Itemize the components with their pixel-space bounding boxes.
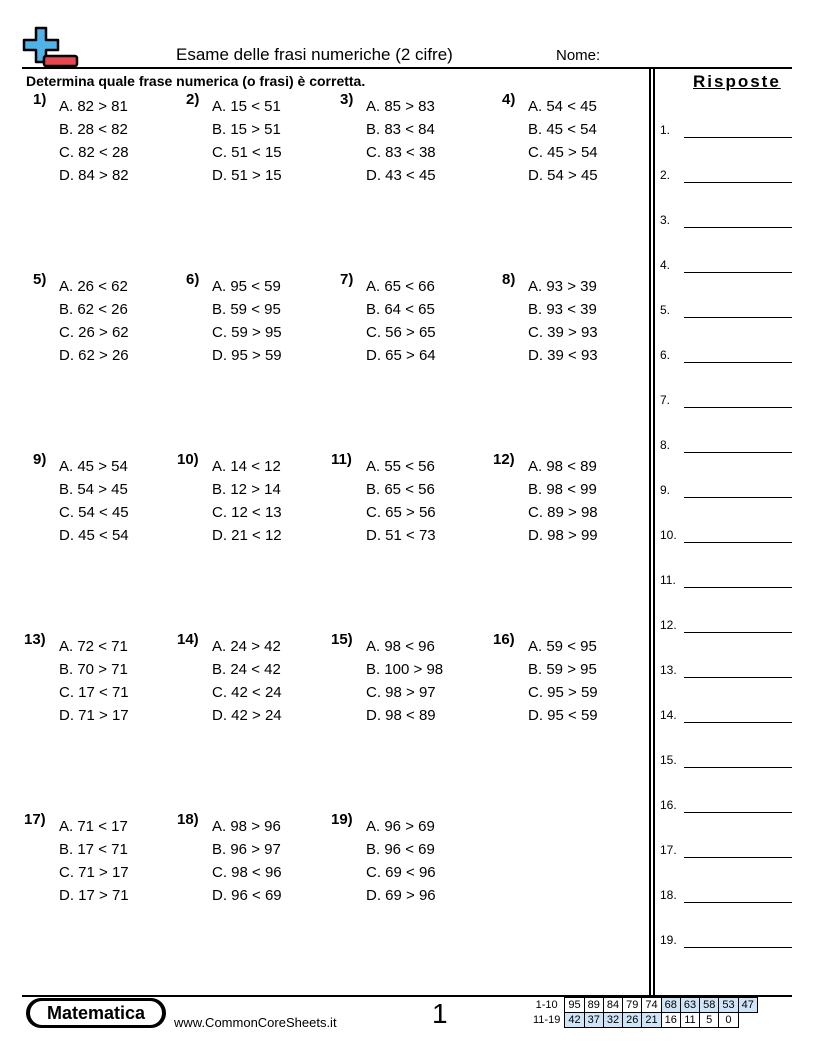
problem-option: C. 56 > 65 <box>366 324 436 341</box>
score-cell: 5 <box>700 1013 719 1028</box>
problem-option: B. 59 > 95 <box>528 661 597 678</box>
problem-option: A. 59 < 95 <box>528 638 597 655</box>
answer-blank[interactable] <box>684 857 792 858</box>
score-cell: 89 <box>584 998 603 1013</box>
answer-label: 2. <box>660 168 671 182</box>
problem-number: 11) <box>331 451 352 468</box>
header-divider <box>22 67 792 69</box>
problem-number: 2) <box>186 91 200 108</box>
answer-label: 18. <box>660 888 677 902</box>
problem-number: 14) <box>177 631 199 648</box>
problem-option: D. 17 > 71 <box>59 887 129 904</box>
answer-blank[interactable] <box>684 182 792 183</box>
problem-option: B. 62 < 26 <box>59 301 128 318</box>
problem-option: A. 65 < 66 <box>366 278 435 295</box>
score-cell: 42 <box>565 1013 584 1028</box>
problem-number: 18) <box>177 811 199 828</box>
score-cell: 37 <box>584 1013 603 1028</box>
answer-blank[interactable] <box>684 497 792 498</box>
problem-option: C. 26 > 62 <box>59 324 129 341</box>
problem-option: A. 55 < 56 <box>366 458 435 475</box>
problem-option: A. 71 < 17 <box>59 818 128 835</box>
problem-option: A. 45 > 54 <box>59 458 128 475</box>
answer-label: 14. <box>660 708 677 722</box>
answer-label: 12. <box>660 618 677 632</box>
score-cell: 47 <box>738 998 757 1013</box>
problem-number: 1) <box>33 91 47 108</box>
answer-blank[interactable] <box>684 542 792 543</box>
problem-option: D. 96 < 69 <box>212 887 282 904</box>
score-cell: 63 <box>680 998 699 1013</box>
score-cell: 68 <box>661 998 680 1013</box>
answer-label: 4. <box>660 258 671 272</box>
problem-option: C. 83 < 38 <box>366 144 436 161</box>
name-label: Nome: <box>556 47 601 64</box>
problem-option: D. 69 > 96 <box>366 887 436 904</box>
problem-option: B. 100 > 98 <box>366 661 444 678</box>
problem-option: C. 59 > 95 <box>212 324 282 341</box>
answer-column-divider <box>653 68 655 998</box>
problem-option: B. 24 < 42 <box>212 661 281 678</box>
problem-option: A. 93 > 39 <box>528 278 597 295</box>
problem-option: D. 42 > 24 <box>212 707 282 724</box>
problem-number: 4) <box>502 91 516 108</box>
answer-blank[interactable] <box>684 317 792 318</box>
problem-number: 13) <box>24 631 46 648</box>
problem-number: 16) <box>493 631 515 648</box>
problem-option: C. 89 > 98 <box>528 504 598 521</box>
answer-label: 17. <box>660 843 677 857</box>
problem-option: B. 98 < 99 <box>528 481 597 498</box>
problem-option: A. 98 < 96 <box>366 638 435 655</box>
score-cell: 53 <box>719 998 738 1013</box>
problem-option: C. 51 < 15 <box>212 144 282 161</box>
answer-blank[interactable] <box>684 362 792 363</box>
answer-blank[interactable] <box>684 902 792 903</box>
answer-blank[interactable] <box>684 587 792 588</box>
problem-option: A. 14 < 12 <box>212 458 281 475</box>
answer-blank[interactable] <box>684 137 792 138</box>
problem-option: A. 15 < 51 <box>212 98 281 115</box>
answer-blank[interactable] <box>684 767 792 768</box>
problem-option: B. 83 < 84 <box>366 121 435 138</box>
score-cell: 21 <box>642 1013 661 1028</box>
problem-option: D. 43 < 45 <box>366 167 436 184</box>
answer-label: 13. <box>660 663 677 677</box>
problem-option: D. 84 > 82 <box>59 167 129 184</box>
problem-option: A. 85 > 83 <box>366 98 435 115</box>
answer-blank[interactable] <box>684 947 792 948</box>
score-cell: 79 <box>623 998 642 1013</box>
answer-blank[interactable] <box>684 632 792 633</box>
problem-option: C. 17 < 71 <box>59 684 129 701</box>
problem-option: D. 98 < 89 <box>366 707 436 724</box>
problem-option: D. 95 < 59 <box>528 707 598 724</box>
score-cell: 58 <box>700 998 719 1013</box>
score-row-label: 1-10 <box>535 999 558 1011</box>
score-cell: 84 <box>603 998 622 1013</box>
problem-number: 17) <box>24 811 46 828</box>
answer-blank[interactable] <box>684 272 792 273</box>
problem-number: 5) <box>33 271 47 288</box>
score-cell: 74 <box>642 998 661 1013</box>
problem-option: D. 98 > 99 <box>528 527 598 544</box>
brand-badge <box>26 998 166 1028</box>
score-cell: 11 <box>680 1013 699 1028</box>
problem-option: D. 62 > 26 <box>59 347 129 364</box>
problem-option: B. 65 < 56 <box>366 481 435 498</box>
problem-option: A. 24 > 42 <box>212 638 281 655</box>
answer-blank[interactable] <box>684 812 792 813</box>
problem-option: C. 98 > 97 <box>366 684 436 701</box>
problem-option: B. 96 < 69 <box>366 841 435 858</box>
answer-label: 9. <box>660 483 671 497</box>
problem-option: B. 15 > 51 <box>212 121 281 138</box>
page-number: 1 <box>432 998 448 1029</box>
answer-label: 15. <box>660 753 677 767</box>
problem-option: C. 98 < 96 <box>212 864 282 881</box>
problem-number: 12) <box>493 451 515 468</box>
problem-option: D. 51 < 73 <box>366 527 436 544</box>
problem-option: B. 54 > 45 <box>59 481 128 498</box>
problem-option: D. 65 > 64 <box>366 347 436 364</box>
score-cell: 26 <box>623 1013 642 1028</box>
problem-number: 7) <box>340 271 354 288</box>
score-row-label: 11-19 <box>533 1014 561 1026</box>
answer-label: 8. <box>660 438 671 452</box>
problem-option: C. 45 > 54 <box>528 144 598 161</box>
problem-option: C. 95 > 59 <box>528 684 598 701</box>
problem-option: B. 70 > 71 <box>59 661 128 678</box>
problem-option: A. 95 < 59 <box>212 278 281 295</box>
answer-label: 6. <box>660 348 671 362</box>
problem-option: C. 54 < 45 <box>59 504 129 521</box>
problem-option: C. 42 < 24 <box>212 684 282 701</box>
problem-option: B. 93 < 39 <box>528 301 597 318</box>
answer-blank[interactable] <box>684 227 792 228</box>
problem-option: B. 59 < 95 <box>212 301 281 318</box>
problem-option: C. 65 > 56 <box>366 504 436 521</box>
problem-option: B. 28 < 82 <box>59 121 128 138</box>
answers-title: Risposte <box>693 72 781 91</box>
problem-option: C. 69 < 96 <box>366 864 436 881</box>
answer-label: 3. <box>660 213 671 227</box>
site-url: www.CommonCoreSheets.it <box>174 1015 337 1030</box>
answer-column-divider <box>649 68 651 998</box>
problem-option: A. 98 > 96 <box>212 818 281 835</box>
problem-number: 19) <box>331 811 353 828</box>
brand-label: Matematica <box>30 1001 162 1025</box>
score-cell: 16 <box>661 1013 680 1028</box>
problem-number: 6) <box>186 271 200 288</box>
problem-number: 10) <box>177 451 199 468</box>
problem-option: B. 64 < 65 <box>366 301 435 318</box>
problem-option: D. 45 < 54 <box>59 527 129 544</box>
problem-option: B. 96 > 97 <box>212 841 281 858</box>
problem-option: D. 39 < 93 <box>528 347 598 364</box>
problem-option: A. 54 < 45 <box>528 98 597 115</box>
answer-blank[interactable] <box>684 407 792 408</box>
problem-option: A. 98 < 89 <box>528 458 597 475</box>
page-title: Esame delle frasi numeriche (2 cifre) <box>176 45 453 64</box>
problem-number: 8) <box>502 271 516 288</box>
answer-blank[interactable] <box>684 452 792 453</box>
score-cell: 0 <box>719 1013 738 1028</box>
problem-option: D. 51 > 15 <box>212 167 282 184</box>
score-cell: 32 <box>603 1013 622 1028</box>
problem-number: 9) <box>33 451 47 468</box>
problem-number: 15) <box>331 631 353 648</box>
problem-option: C. 39 > 93 <box>528 324 598 341</box>
problem-option: C. 71 > 17 <box>59 864 129 881</box>
answer-blank[interactable] <box>684 677 792 678</box>
logo-icon <box>22 26 80 68</box>
problem-option: D. 21 < 12 <box>212 527 282 544</box>
answer-label: 19. <box>660 933 677 947</box>
answer-label: 7. <box>660 393 671 407</box>
instructions: Determina quale frase numerica (o frasi) è corretta. <box>26 73 366 89</box>
score-table <box>530 997 758 1028</box>
answer-blank[interactable] <box>684 722 792 723</box>
answer-label: 10. <box>660 528 677 542</box>
problem-option: D. 54 > 45 <box>528 167 598 184</box>
problem-option: C. 12 < 13 <box>212 504 282 521</box>
problem-option: B. 12 > 14 <box>212 481 281 498</box>
problem-option: B. 45 < 54 <box>528 121 597 138</box>
problem-option: A. 72 < 71 <box>59 638 128 655</box>
problem-option: B. 17 < 71 <box>59 841 128 858</box>
answer-label: 1. <box>660 123 671 137</box>
answer-label: 11. <box>660 573 676 587</box>
problem-option: A. 96 > 69 <box>366 818 435 835</box>
score-cell: 95 <box>565 998 584 1013</box>
problem-option: D. 95 > 59 <box>212 347 282 364</box>
problem-number: 3) <box>340 91 354 108</box>
problem-option: A. 26 < 62 <box>59 278 128 295</box>
problem-option: A. 82 > 81 <box>59 98 128 115</box>
problem-option: C. 82 < 28 <box>59 144 129 161</box>
answer-label: 16. <box>660 798 677 812</box>
problem-option: D. 71 > 17 <box>59 707 129 724</box>
answer-label: 5. <box>660 303 671 317</box>
